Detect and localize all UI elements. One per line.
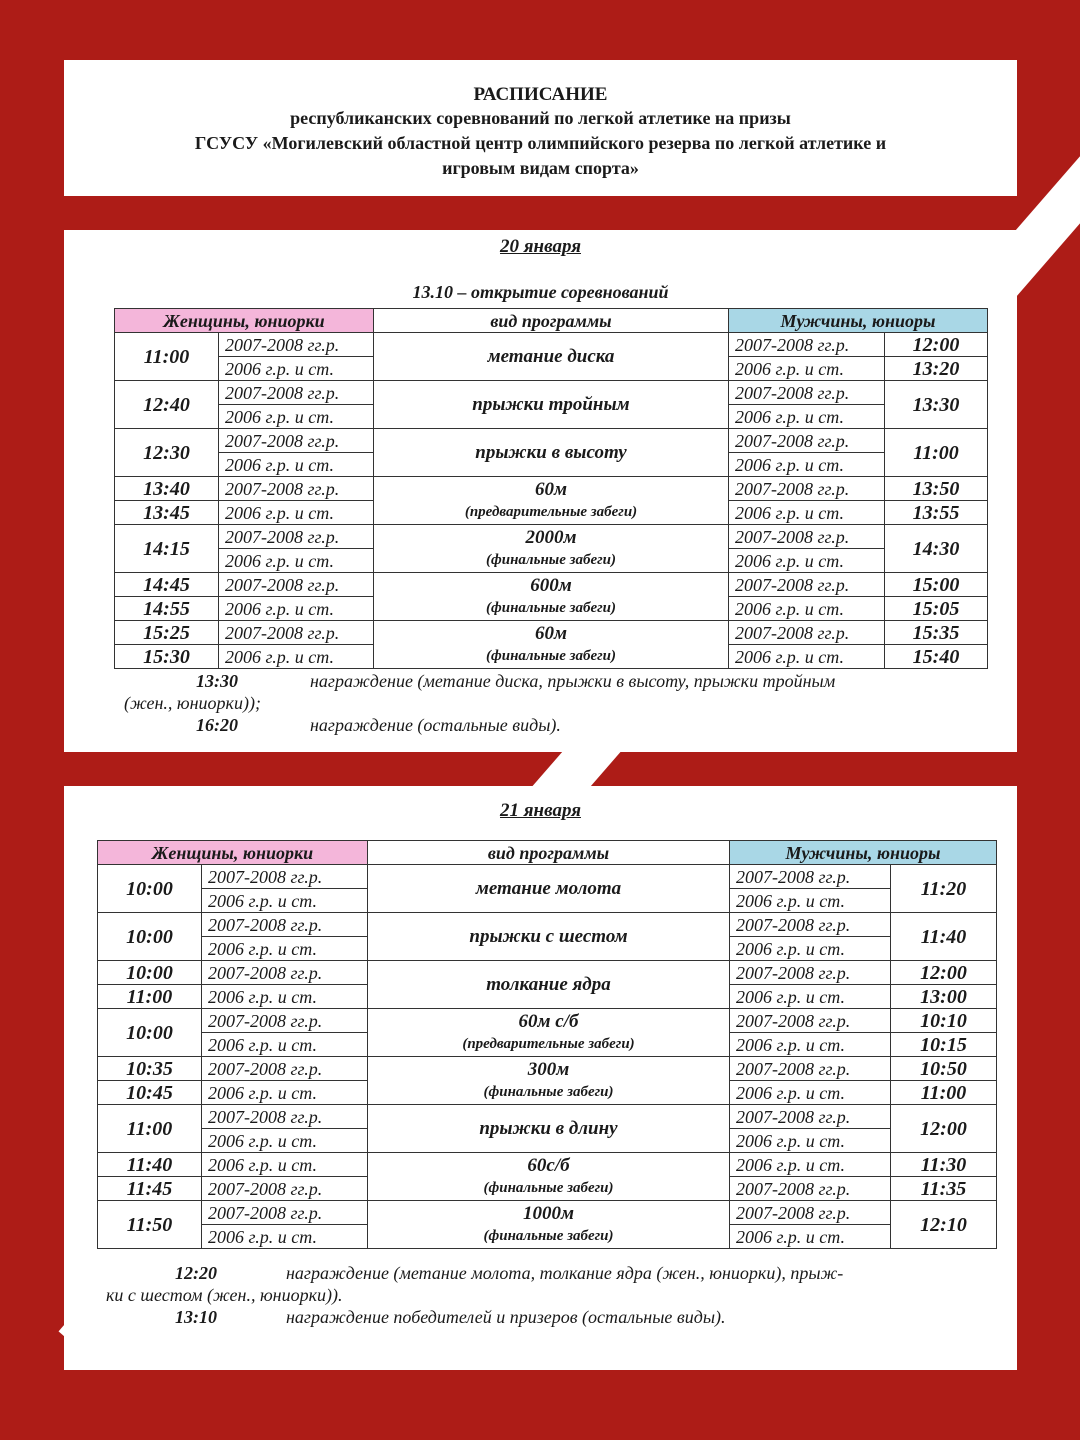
table-row: [115, 429, 988, 453]
women-age-group: 2006 г.р. и ст.: [202, 1129, 368, 1153]
header-line-1: республиканских соревнований по легкой атлетике на призы: [290, 108, 791, 128]
event-name: [368, 913, 730, 961]
event-name: [368, 1201, 730, 1249]
table-row: [115, 333, 988, 357]
women-age-group: 2007-2008 гг.р.: [219, 477, 374, 501]
event-name: [368, 1105, 730, 1153]
women-start-time: 11:40: [98, 1153, 202, 1177]
men-start-time: 13:00: [891, 985, 997, 1009]
women-age-group: 2006 г.р. и ст.: [219, 501, 374, 525]
table-row: [98, 913, 997, 937]
women-start-time: 10:45: [98, 1081, 202, 1105]
table-row: [98, 1201, 997, 1225]
men-age-group: 2006 г.р. и ст.: [730, 1225, 891, 1249]
day1-award2-text: награждение (остальные виды).: [310, 715, 561, 735]
women-age-group: 2006 г.р. и ст.: [219, 549, 374, 573]
women-start-time: 10:00: [98, 865, 202, 913]
event-name: [374, 525, 729, 573]
women-age-group: 2007-2008 гг.р.: [202, 1057, 368, 1081]
women-age-group: 2006 г.р. и ст.: [202, 1153, 368, 1177]
men-start-time: 10:50: [891, 1057, 997, 1081]
men-start-time: 11:00: [885, 429, 988, 477]
women-start-time: 12:30: [115, 429, 219, 477]
women-start-time: 11:00: [98, 985, 202, 1009]
men-start-time: 10:15: [891, 1033, 997, 1057]
women-age-group: 2007-2008 гг.р.: [202, 1201, 368, 1225]
men-start-time: 13:20: [885, 357, 988, 381]
men-age-group: 2007-2008 гг.р.: [730, 1177, 891, 1201]
women-age-group: 2007-2008 гг.р.: [219, 573, 374, 597]
men-start-time: 11:35: [891, 1177, 997, 1201]
event-subtitle: (предварительные забеги): [462, 1035, 635, 1052]
day1-col-women: Женщины, юниорки: [115, 309, 374, 333]
event-name: [374, 621, 729, 669]
women-age-group: 2006 г.р. и ст.: [202, 1033, 368, 1057]
table-row: [115, 621, 988, 645]
men-age-group: 2006 г.р. и ст.: [730, 937, 891, 961]
event-title: прыжки тройным: [472, 393, 630, 415]
event-subtitle: (финальные забеги): [486, 599, 616, 616]
men-age-group: 2006 г.р. и ст.: [729, 549, 885, 573]
table-row: [115, 477, 988, 501]
event-title: метание диска: [487, 345, 615, 367]
day2-awards: [106, 1262, 1006, 1328]
women-start-time: 10:00: [98, 913, 202, 961]
men-start-time: 11:30: [891, 1153, 997, 1177]
event-title: 60м: [534, 622, 568, 644]
men-age-group: 2006 г.р. и ст.: [729, 453, 885, 477]
men-start-time: 15:00: [885, 573, 988, 597]
men-age-group: 2007-2008 гг.р.: [730, 913, 891, 937]
men-start-time: 13:50: [885, 477, 988, 501]
event-name: [368, 1057, 730, 1105]
event-name: [368, 961, 730, 1009]
event-title: 60м с/б: [518, 1010, 579, 1032]
women-age-group: 2007-2008 гг.р.: [202, 1177, 368, 1201]
men-start-time: 13:30: [885, 381, 988, 429]
men-age-group: 2007-2008 гг.р.: [730, 961, 891, 985]
day1-col-program: вид программы: [374, 309, 729, 333]
men-age-group: 2007-2008 гг.р.: [730, 1009, 891, 1033]
women-age-group: 2007-2008 гг.р.: [202, 913, 368, 937]
men-start-time: 14:30: [885, 525, 988, 573]
table-row: [115, 381, 988, 405]
women-start-time: 11:50: [98, 1201, 202, 1249]
men-start-time: 11:00: [891, 1081, 997, 1105]
men-age-group: 2006 г.р. и ст.: [729, 597, 885, 621]
event-name: [374, 573, 729, 621]
women-start-time: 13:45: [115, 501, 219, 525]
women-age-group: 2007-2008 гг.р.: [219, 621, 374, 645]
event-title: прыжки в высоту: [475, 441, 627, 463]
men-age-group: 2007-2008 гг.р.: [730, 1201, 891, 1225]
day1-award2-time: 16:20: [196, 715, 238, 735]
event-subtitle: (финальные забеги): [486, 647, 616, 664]
men-age-group: 2007-2008 гг.р.: [729, 333, 885, 357]
event-subtitle: (финальные забеги): [486, 551, 616, 568]
men-age-group: 2007-2008 гг.р.: [729, 525, 885, 549]
women-age-group: 2007-2008 гг.р.: [219, 525, 374, 549]
men-start-time: 11:20: [891, 865, 997, 913]
day1-col-men: Мужчины, юниоры: [729, 309, 988, 333]
day1-awards: [124, 670, 1004, 736]
women-age-group: 2007-2008 гг.р.: [219, 381, 374, 405]
men-age-group: 2007-2008 гг.р.: [729, 621, 885, 645]
women-start-time: 14:55: [115, 597, 219, 621]
women-start-time: 14:45: [115, 573, 219, 597]
event-subtitle: (предварительные забеги): [464, 503, 638, 520]
women-start-time: 10:00: [98, 1009, 202, 1057]
table-row: [98, 1105, 997, 1129]
event-title: толкание ядра: [486, 973, 611, 995]
women-age-group: 2007-2008 гг.р.: [219, 429, 374, 453]
header-card: [64, 60, 1017, 196]
women-age-group: 2007-2008 гг.р.: [202, 865, 368, 889]
day1-award1-text: награждение (метание диска, прыжки в высоту, прыжки тройным: [310, 671, 836, 691]
day1-opening: 13.10 – открытие соревнований: [412, 282, 669, 302]
women-age-group: 2007-2008 гг.р.: [202, 1105, 368, 1129]
event-name: [374, 429, 729, 477]
event-subtitle: (финальные забеги): [483, 1083, 614, 1100]
day2-schedule-table: [97, 840, 997, 1249]
event-name: [368, 1153, 730, 1201]
event-name: [374, 333, 729, 381]
day1-award1-time: 13:30: [196, 671, 238, 691]
men-age-group: 2006 г.р. и ст.: [730, 1153, 891, 1177]
table-row: [98, 961, 997, 985]
women-age-group: 2007-2008 гг.р.: [219, 333, 374, 357]
day2-col-men: Мужчины, юниоры: [730, 841, 997, 865]
event-title: 2000м: [525, 526, 577, 548]
day2-date: 21 января: [500, 800, 581, 821]
table-row: [115, 573, 988, 597]
table-row: [98, 1057, 997, 1081]
women-age-group: 2006 г.р. и ст.: [202, 985, 368, 1009]
women-start-time: 11:45: [98, 1177, 202, 1201]
day2-award2-text: награждение победителей и призеров (остальные виды).: [286, 1307, 726, 1327]
men-age-group: 2006 г.р. и ст.: [730, 985, 891, 1009]
men-age-group: 2006 г.р. и ст.: [729, 501, 885, 525]
women-age-group: 2006 г.р. и ст.: [202, 1225, 368, 1249]
women-start-time: 10:35: [98, 1057, 202, 1081]
women-age-group: 2006 г.р. и ст.: [219, 405, 374, 429]
men-age-group: 2007-2008 гг.р.: [729, 381, 885, 405]
women-age-group: 2006 г.р. и ст.: [219, 453, 374, 477]
men-age-group: 2006 г.р. и ст.: [729, 357, 885, 381]
women-age-group: 2006 г.р. и ст.: [202, 937, 368, 961]
day1-date: 20 января: [500, 236, 581, 257]
event-subtitle: (финальные забеги): [483, 1227, 614, 1244]
men-start-time: 13:55: [885, 501, 988, 525]
event-name: [368, 865, 730, 913]
event-title: прыжки в длину: [479, 1117, 618, 1139]
day2-col-program: вид программы: [368, 841, 730, 865]
men-age-group: 2007-2008 гг.р.: [730, 1105, 891, 1129]
event-name: [374, 381, 729, 429]
day1-schedule-table: [114, 308, 988, 669]
document-title: РАСПИСАНИЕ: [473, 84, 608, 105]
table-row: [98, 865, 997, 889]
event-title: метание молота: [475, 877, 622, 899]
women-age-group: 2006 г.р. и ст.: [219, 357, 374, 381]
event-title: 300м: [527, 1058, 570, 1080]
header-line-3: игровым видам спорта»: [442, 158, 639, 178]
men-age-group: 2007-2008 гг.р.: [730, 1057, 891, 1081]
day2-award1-text: награждение (метание молота, толкание ядра (жен., юниорки), прыж-: [286, 1263, 844, 1283]
women-start-time: 10:00: [98, 961, 202, 985]
men-start-time: 15:40: [885, 645, 988, 669]
women-start-time: 11:00: [98, 1105, 202, 1153]
men-start-time: 12:00: [891, 1105, 997, 1153]
header-line-2: ГСУСУ «Могилевский областной центр олимпийского резерва по легкой атлетике и: [194, 133, 887, 153]
event-title: 1000м: [522, 1202, 575, 1224]
day1-award1-cont: (жен., юниорки));: [124, 693, 261, 713]
men-start-time: 12:00: [885, 333, 988, 357]
men-start-time: 15:05: [885, 597, 988, 621]
men-age-group: 2007-2008 гг.р.: [729, 429, 885, 453]
men-start-time: 15:35: [885, 621, 988, 645]
men-start-time: 12:00: [891, 961, 997, 985]
men-start-time: 10:10: [891, 1009, 997, 1033]
day2-card: [64, 786, 1017, 1370]
event-name: [374, 477, 729, 525]
men-start-time: 11:40: [891, 913, 997, 961]
day1-card: [64, 230, 1017, 752]
women-start-time: 13:40: [115, 477, 219, 501]
men-age-group: 2006 г.р. и ст.: [730, 889, 891, 913]
event-title: 60с/б: [527, 1154, 570, 1176]
women-age-group: 2006 г.р. и ст.: [219, 645, 374, 669]
men-age-group: 2006 г.р. и ст.: [730, 1129, 891, 1153]
women-age-group: 2006 г.р. и ст.: [219, 597, 374, 621]
event-title: прыжки с шестом: [469, 925, 628, 947]
men-age-group: 2007-2008 гг.р.: [729, 573, 885, 597]
men-age-group: 2007-2008 гг.р.: [729, 477, 885, 501]
women-start-time: 15:25: [115, 621, 219, 645]
day2-award1-cont: ки с шестом (жен., юниорки)).: [106, 1285, 343, 1305]
men-age-group: 2006 г.р. и ст.: [729, 645, 885, 669]
event-subtitle: (финальные забеги): [483, 1179, 614, 1196]
day2-award2-time: 13:10: [175, 1307, 217, 1327]
event-name: [368, 1009, 730, 1057]
day2-col-women: Женщины, юниорки: [98, 841, 368, 865]
event-title: 60м: [534, 478, 568, 500]
table-row: [98, 1009, 997, 1033]
men-age-group: 2006 г.р. и ст.: [730, 1081, 891, 1105]
women-age-group: 2007-2008 гг.р.: [202, 961, 368, 985]
women-start-time: 14:15: [115, 525, 219, 573]
men-age-group: 2006 г.р. и ст.: [730, 1033, 891, 1057]
women-age-group: 2006 г.р. и ст.: [202, 889, 368, 913]
men-age-group: 2006 г.р. и ст.: [729, 405, 885, 429]
women-start-time: 12:40: [115, 381, 219, 429]
event-title: 600м: [530, 574, 572, 596]
table-row: [115, 525, 988, 549]
women-age-group: 2006 г.р. и ст.: [202, 1081, 368, 1105]
men-age-group: 2007-2008 гг.р.: [730, 865, 891, 889]
table-row: [98, 1153, 997, 1177]
day2-award1-time: 12:20: [175, 1263, 217, 1283]
women-age-group: 2007-2008 гг.р.: [202, 1009, 368, 1033]
women-start-time: 11:00: [115, 333, 219, 381]
men-start-time: 12:10: [891, 1201, 997, 1249]
women-start-time: 15:30: [115, 645, 219, 669]
